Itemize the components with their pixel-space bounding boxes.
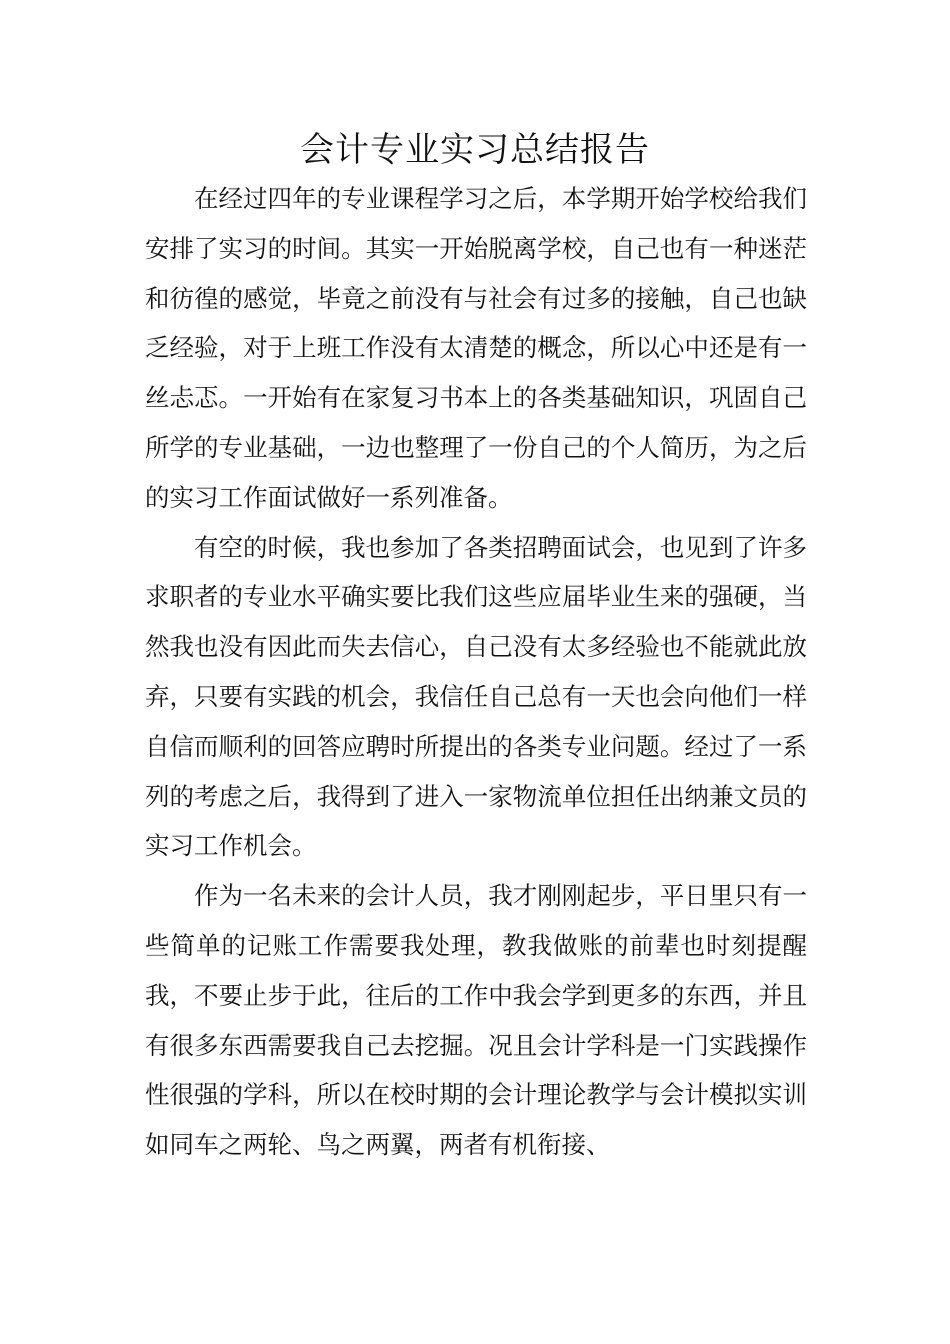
paragraph-1: 在经过四年的专业课程学习之后，本学期开始学校给我们安排了实习的时间。其实一开始脱离学校，自己也有一种迷茫和彷徨的感觉，毕竟之前没有与社会有过多的接触，自己也缺乏经验，对于上班工作没有太清楚的概念，所以心中还是有一丝忐忑。一开始有在家复习书本上的各类基础知识，巩固自己所学的专业基础，一边也整理了一份自己的个人简历，为之后的实习工作面试做好一系列准备。 — [145, 184, 807, 512]
document-title: 会计专业实习总结报告 — [300, 130, 650, 170]
paragraph-3: 作为一名未来的会计人员，我才刚刚起步，平日里只有一些简单的记账工作需要我处理，教我做账的前辈也时刻提醒我，不要止步于此，往后的工作中我会学到更多的东西，并且有很多东西需要我自己去挖掘。况且会计学科是一门实践操作性很强的学科，所以在校时期的会计理论教学与会计模拟实训如同车之两轮、鸟之两翼，两者有机衔接、 — [145, 881, 807, 1160]
document-body — [145, 174, 807, 1170]
paragraph-2: 有空的时候，我也参加了各类招聘面试会，也见到了许多求职者的专业水平确实要比我们这些应届毕业生来的强硬，当然我也没有因此而失去信心，自己没有太多经验也不能就此放弃，只要有实践的机会，我信任自己总有一天也会向他们一样自信而顺利的回答应聘时所提出的各类专业问题。经过了一系列的考虑之后，我得到了进入一家物流单位担任出纳兼文员的实习工作机会。 — [145, 532, 807, 861]
